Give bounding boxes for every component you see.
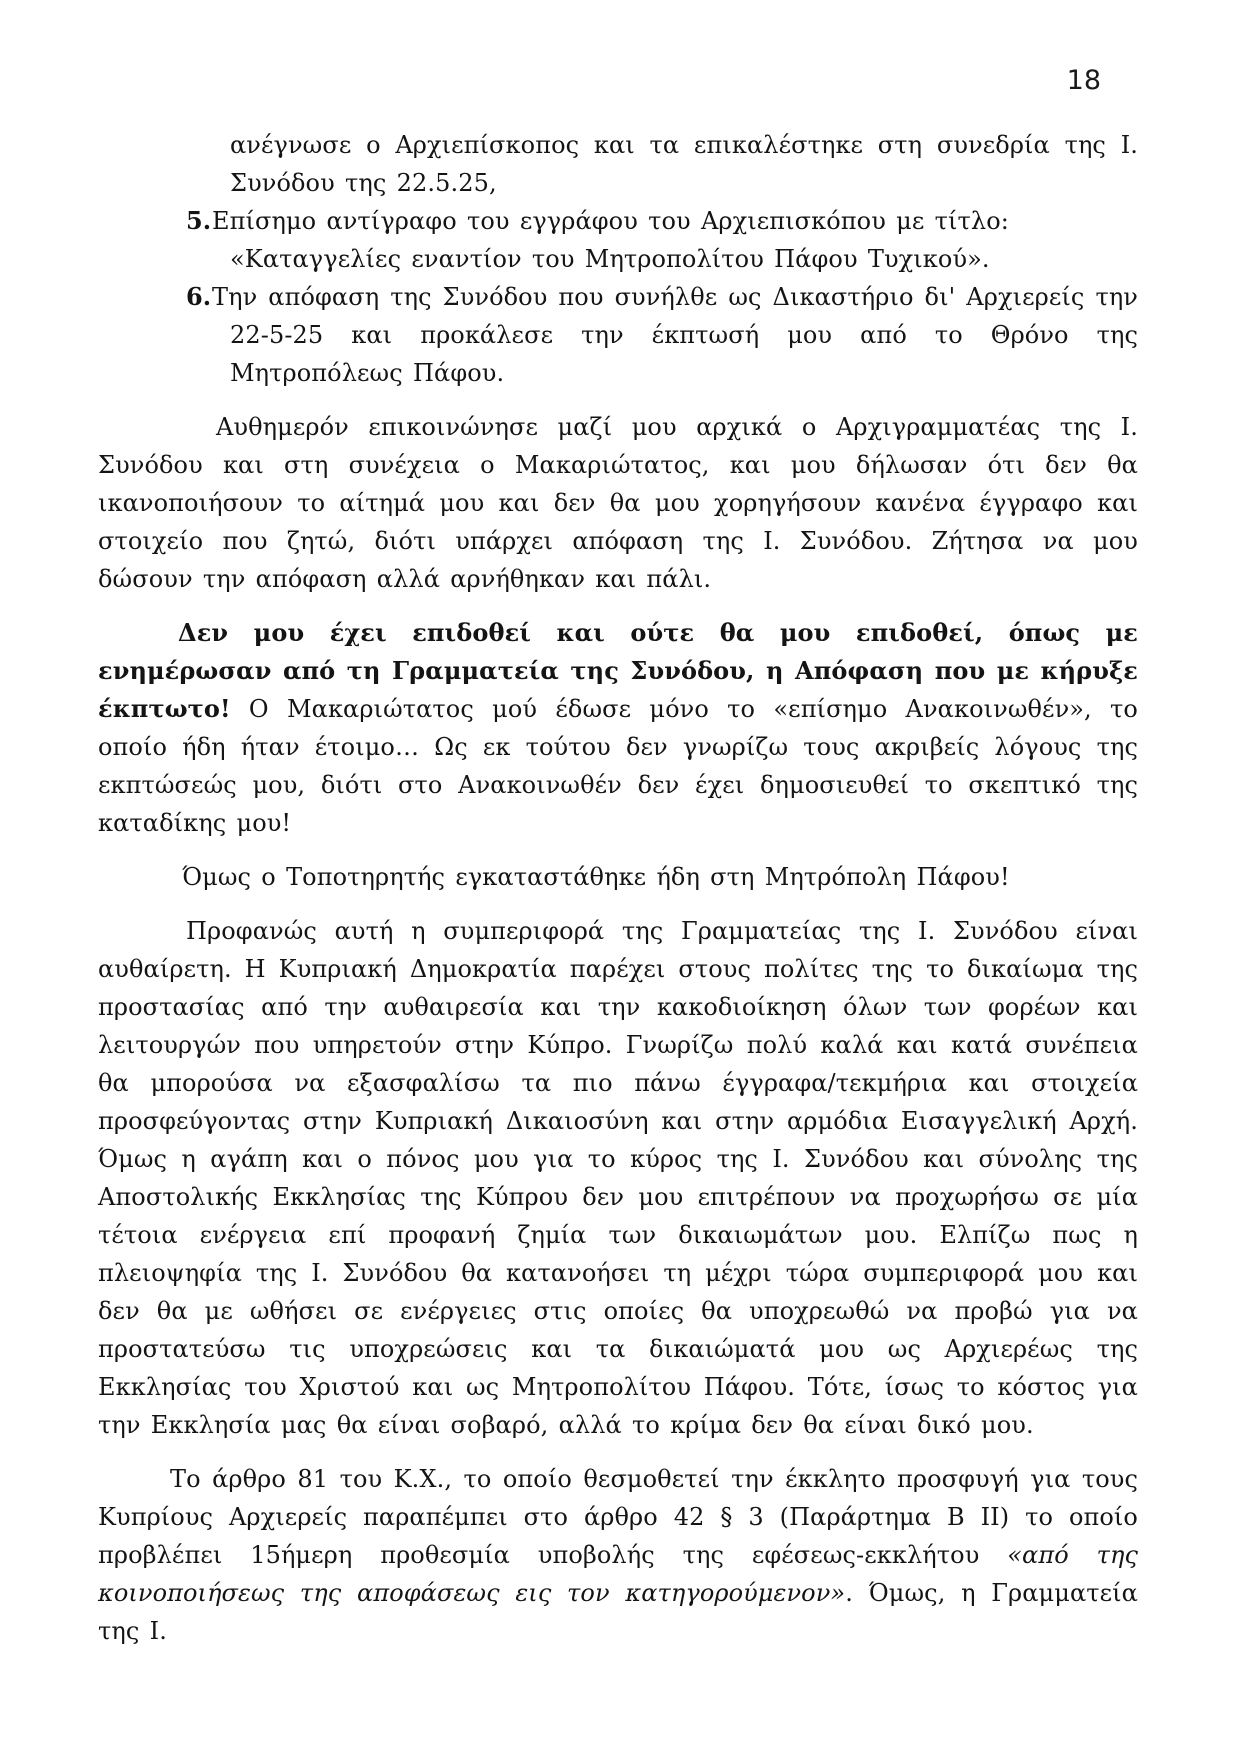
list-item-4-continuation: ανέγνωσε ο Αρχιεπίσκοπος και τα επικαλέστηκε στη συνεδρία της Ι. Συνόδου της 22.5.25,	[230, 131, 1138, 197]
list-item-6-marker: 6.	[186, 282, 212, 311]
paragraph-article-81	[98, 1460, 1138, 1650]
numbered-list	[98, 126, 1138, 392]
page-number: 18	[1066, 65, 1101, 96]
paragraph-decision-not-served	[98, 614, 1138, 842]
list-item-5-line1: Επίσημο αντίγραφο του εγγράφου του Αρχιεπισκόπου με τίτλο:	[212, 207, 1009, 235]
list-item-5-body	[212, 202, 1138, 278]
article81-end-text: . Όμως, η Γραμματεία της Ι.	[98, 1579, 1138, 1645]
article81-quote-italic: «από της κοινοποιήσεως της αποφάσεως εις τον κατηγορούμενον»	[98, 1541, 1138, 1607]
list-item-5-line2: «Καταγγελίες εναντίον του Μητροπολίτου Πάφου Τυχικού».	[230, 245, 990, 273]
decision-bold-text: Δεν μου έχει επιδοθεί και ούτε θα μου επιδοθεί, όπως με ενημέρωσαν από τη Γραμματεία της Συνόδου, η Απόφαση που με κήρυξε έκπτωτο!	[98, 618, 1138, 723]
paragraph-locum-tenens: Όμως ο Τοποτηρητής εγκαταστάθηκε ήδη στη Μητρόπολη Πάφου!	[182, 863, 1010, 891]
paragraph-rights-protection: Προφανώς αυτή η συμπεριφορά της Γραμματείας της Ι. Συνόδου είναι αυθαίρετη. Η Κυπριακή Δημοκρατία παρέχει στους πολίτες της το δικαίωμα της προστασίας από την αυθαιρεσία και την κακοδιοίκηση όλων των φορέων και λειτουργών που υπηρετούν στην Κύπρο. Γνωρίζω πολύ καλά και κατά συνέπεια θα μπορούσα να εξασφαλίσω τα πιο πάνω έγγραφα/τεκμήρια και στοιχεία προσφεύγοντας στην Κυπριακή Δικαιοσύνη και στην αρμόδια Εισαγγελική Αρχή. Όμως η αγάπη και ο πόνος μου για το κύρος της Ι. Συνόδου και σύνολης της Αποστολικής Εκκλησίας της Κύπρου δεν μου επιτρέπουν να προχωρήσω σε μία τέτοια ενέργεια επί προφανή ζημία των δικαιωμάτων μου. Ελπίζω πως η πλειοψηφία της Ι. Συνόδου θα κατανοήσει τη μέχρι τώρα συμπεριφορά μου και δεν θα με ωθήσει σε ενέργειες στις οποίες θα υποχρεωθώ να προβώ για να προστατεύσω τις υποχρεώσεις και τα δικαιώματά μου ως Αρχιερέως της Εκκλησίας του Χριστού και ως Μητροπολίτου Πάφου. Τότε, ίσως το κόστος για την Εκκλησία μας θα είναι σοβαρό, αλλά το κρίμα δεν θα είναι δικό μου.	[98, 917, 1138, 1439]
document-body	[98, 126, 1138, 1650]
article81-start-text: Το άρθρο 81 του Κ.Χ., το οποίο θεσμοθετεί την έκκλητο προσφυγή για τους Κυπρίους Αρχιερείς παραπέμπει στο άρθρο 42 § 3 (Παράρτημα Β ΙΙ) το οποίο προβλέπει 15ήμερη προθεσμία υποβολής της εφέσεως-εκκλήτου	[98, 1465, 1138, 1569]
list-item-5-marker: 5.	[186, 206, 212, 235]
list-item-6	[98, 278, 1138, 392]
decision-regular-text: Ο Μακαριώτατος μού έδωσε μόνο το «επίσημο Ανακοινωθέν», το οποίο ήδη ήταν έτοιμο… Ως εκ τούτου δεν γνωρίζω τους ακριβείς λόγους της εκπτώσεώς μου, διότι στο Ανακοινωθέν δεν έχει δημοσιευθεί το σκεπτικό της καταδίκης μου!	[98, 695, 1138, 837]
paragraph-same-day-contact: Αυθημερόν επικοινώνησε μαζί μου αρχικά ο Αρχιγραμματέας της Ι. Συνόδου και στη συνέχεια ο Μακαριώτατος, και μου δήλωσαν ότι δεν θα ικανοποιήσουν το αίτημά μου και δεν θα μου χορηγήσουν κανένα έγγραφο και στοιχείο που ζητώ, διότι υπάρχει απόφαση της Ι. Συνόδου. Ζήτησα να μου δώσουν την απόφαση αλλά αρνήθηκαν και πάλι.	[98, 413, 1138, 593]
list-item-5	[98, 202, 1138, 278]
list-item-6-text: Την απόφαση της Συνόδου που συνήλθε ως Δικαστήριο δι' Αρχιερείς την 22-5-25 και προκάλεσε την έκπτωσή μου από το Θρόνο της Μητροπόλεως Πάφου.	[212, 283, 1138, 387]
